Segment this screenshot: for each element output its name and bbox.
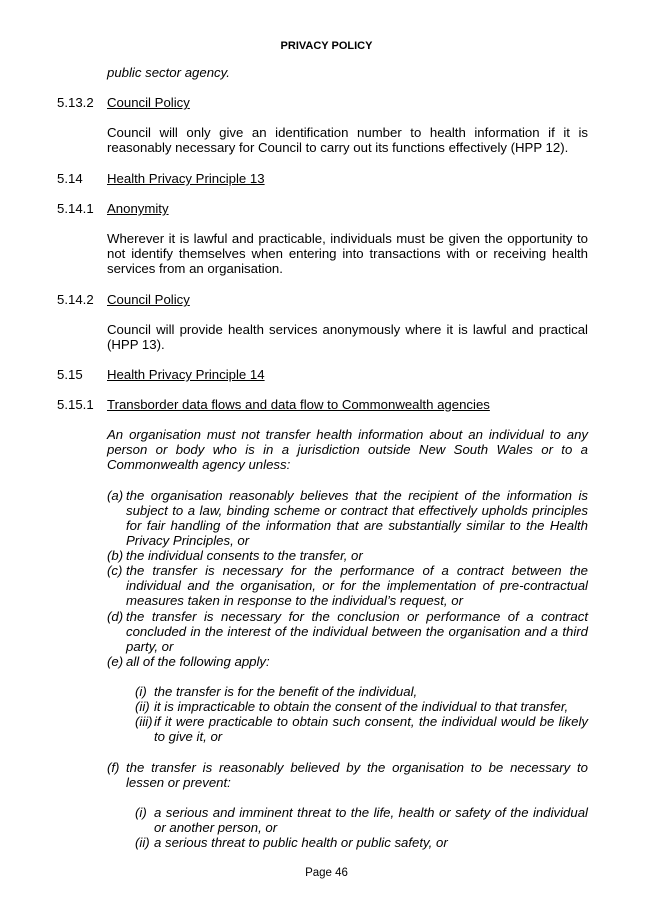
sub-list-item-label: (ii) [135,699,150,714]
section-paragraph: Council will only give an identification number to health information if it is reasonably necessary for Council to carry out its functions effectively (HPP 12). [107,125,588,155]
section-number: 5.14.2 [57,292,94,307]
sub-list-item [135,835,588,850]
sub-list-item [135,684,588,699]
sub-list-item-text: a serious threat to public health or public safety, or [154,835,448,850]
section-heading: Transborder data flows and data flow to Commonwealth agencies [107,397,490,412]
section-intro: An organisation must not transfer health information about an individual to any person or body who is in a jurisdiction outside New South Wales or to a Commonwealth agency unless: [107,427,588,472]
list-item-text: the transfer is necessary for the performance of a contract between the individual and the organisation, or for the implementation of pre-contractual measures taken in response to the individual’s request, or [126,563,588,608]
section-number: 5.15.1 [57,397,94,412]
list-item [107,654,588,669]
list-item [107,563,588,608]
list-item [107,548,588,563]
section-number: 5.15 [57,367,83,382]
section-heading: Health Privacy Principle 13 [107,171,265,186]
sub-list-item-label: (i) [135,805,147,820]
sub-list-item-label: (iii) [135,714,153,729]
sub-list-item-label: (ii) [135,835,150,850]
section-heading: Council Policy [107,95,190,110]
section-number: 5.14 [57,171,83,186]
section-heading: Health Privacy Principle 14 [107,367,265,382]
list-item [107,760,588,790]
continuation-text: public sector agency. [107,65,230,80]
sub-list-item [135,699,588,714]
section-number: 5.14.1 [57,201,94,216]
list-item-label: (c) [107,563,123,578]
list-item-label: (f) [107,760,120,775]
list-item-label: (a) [107,488,124,503]
section-heading: Anonymity [107,201,169,216]
section-number: 5.13.2 [57,95,94,110]
sub-list-item-text: the transfer is for the benefit of the individual, [154,684,418,699]
sub-list-item-label: (i) [135,684,147,699]
sub-list-item-text: it is impracticable to obtain the consent of the individual to that transfer, [154,699,569,714]
section-heading: Council Policy [107,292,190,307]
list-item [107,488,588,548]
sub-list-item-text: if it were practicable to obtain such consent, the individual would be likely to give it, or [154,714,588,744]
list-item-text: the individual consents to the transfer, or [126,548,363,563]
list-item-text: all of the following apply: [126,654,270,669]
sub-list-item-text: a serious and imminent threat to the life, health or safety of the individual or another person, or [154,805,588,835]
list-item-text: the transfer is reasonably believed by the organisation to be necessary to lessen or prevent: [126,760,588,790]
list-item-label: (d) [107,609,124,624]
list-item-label: (b) [107,548,124,563]
list-item-label: (e) [107,654,124,669]
page-header: PRIVACY POLICY [280,40,373,52]
page-number: Page 46 [305,867,348,879]
list-item-text: the organisation reasonably believes that the recipient of the information is subject to a law, binding scheme or contract that effectively upholds principles for fair handling of the information that are substantially similar to the Health Privacy Principles, or [126,488,588,548]
section-paragraph: Wherever it is lawful and practicable, individuals must be given the opportunity to not identify themselves when entering into transactions with or receiving health services from an organisation. [107,231,588,276]
list-item-text: the transfer is necessary for the conclusion or performance of a contract concluded in the interest of the individual between the organisation and a third party, or [126,609,588,654]
section-paragraph: Council will provide health services anonymously where it is lawful and practical (HPP 13). [107,322,588,352]
sub-list-item [135,805,588,835]
sub-list-item [135,714,588,744]
list-item [107,609,588,654]
